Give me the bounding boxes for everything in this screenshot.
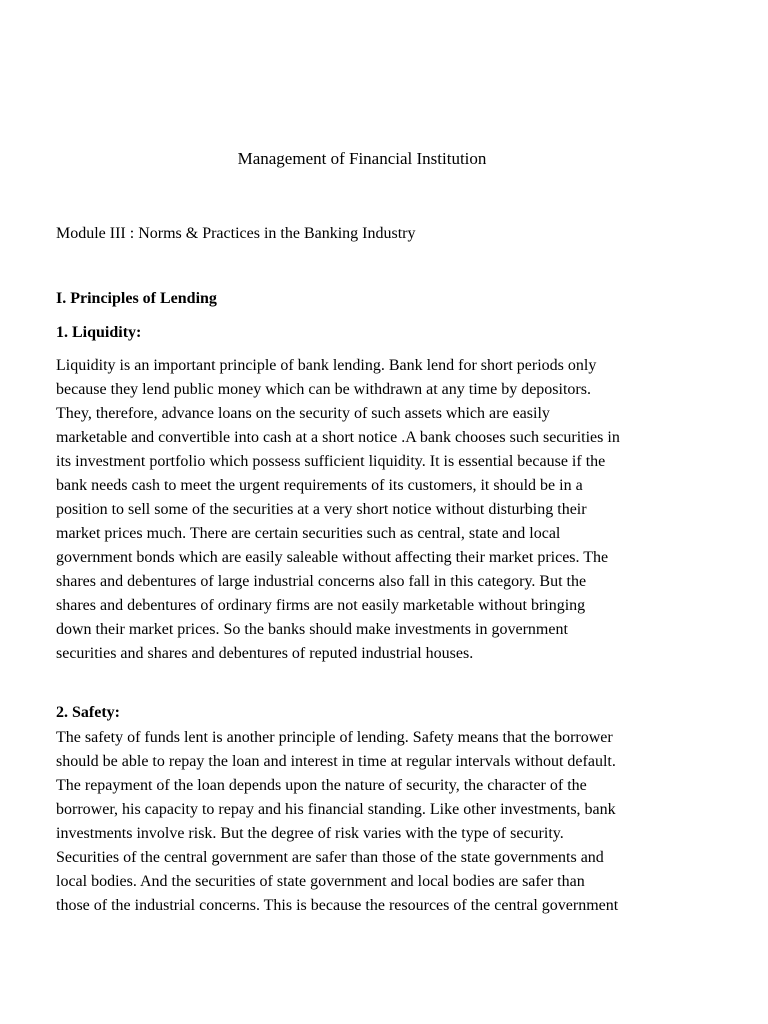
paragraph-safety — [56, 726, 716, 918]
paragraph-line: investments involve risk. But the degree of risk varies with the type of security. — [56, 825, 564, 842]
paragraph-line: They, therefore, advance loans on the security of such assets which are easily — [56, 405, 550, 422]
paragraph-line: government bonds which are easily saleable without affecting their market prices. The — [56, 549, 609, 566]
paragraph-line: those of the industrial concerns. This is because the resources of the central government — [56, 897, 619, 914]
paragraph-line: because they lend public money which can be withdrawn at any time by depositors. — [56, 381, 591, 398]
paragraph-line: The safety of funds lent is another principle of lending. Safety means that the borrower — [56, 729, 613, 746]
paragraph-line: its investment portfolio which possess sufficient liquidity. It is essential because if the — [56, 453, 606, 470]
paragraph-line: securities and shares and debentures of reputed industrial houses. — [56, 645, 474, 662]
paragraph-line: shares and debentures of large industrial concerns also fall in this category. But the — [56, 573, 587, 590]
paragraph-line: borrower, his capacity to repay and his financial standing. Like other investments, bank — [56, 801, 616, 818]
paragraph-line: should be able to repay the loan and interest in time at regular intervals without default. — [56, 753, 616, 770]
paragraph-line: down their market prices. So the banks should make investments in government — [56, 621, 568, 638]
paragraph-line: position to sell some of the securities at a very short notice without disturbing their — [56, 501, 587, 518]
section-heading-principles-of-lending: I. Principles of Lending — [56, 290, 217, 307]
document-title: Management of Financial Institution — [237, 149, 487, 168]
paragraph-line: bank needs cash to meet the urgent requirements of its customers, it should be in a — [56, 477, 583, 494]
paragraph-line: The repayment of the loan depends upon the nature of security, the character of the — [56, 777, 587, 794]
paragraph-line: Liquidity is an important principle of bank lending. Bank lend for short periods only — [56, 357, 597, 374]
paragraph-line: local bodies. And the securities of state government and local bodies are safer than — [56, 873, 585, 890]
module-title: Module III : Norms & Practices in the Banking Industry — [56, 225, 416, 242]
paragraph-liquidity — [56, 354, 716, 666]
paragraph-line: market prices much. There are certain securities such as central, state and local — [56, 525, 561, 542]
subheading-safety: 2. Safety: — [56, 704, 120, 721]
paragraph-line: Securities of the central government are safer than those of the state governments and — [56, 849, 604, 866]
paragraph-line: shares and debentures of ordinary firms are not easily marketable without bringing — [56, 597, 586, 614]
subheading-liquidity: 1. Liquidity: — [56, 324, 142, 341]
paragraph-line: marketable and convertible into cash at a short notice .A bank chooses such securities in — [56, 429, 620, 446]
